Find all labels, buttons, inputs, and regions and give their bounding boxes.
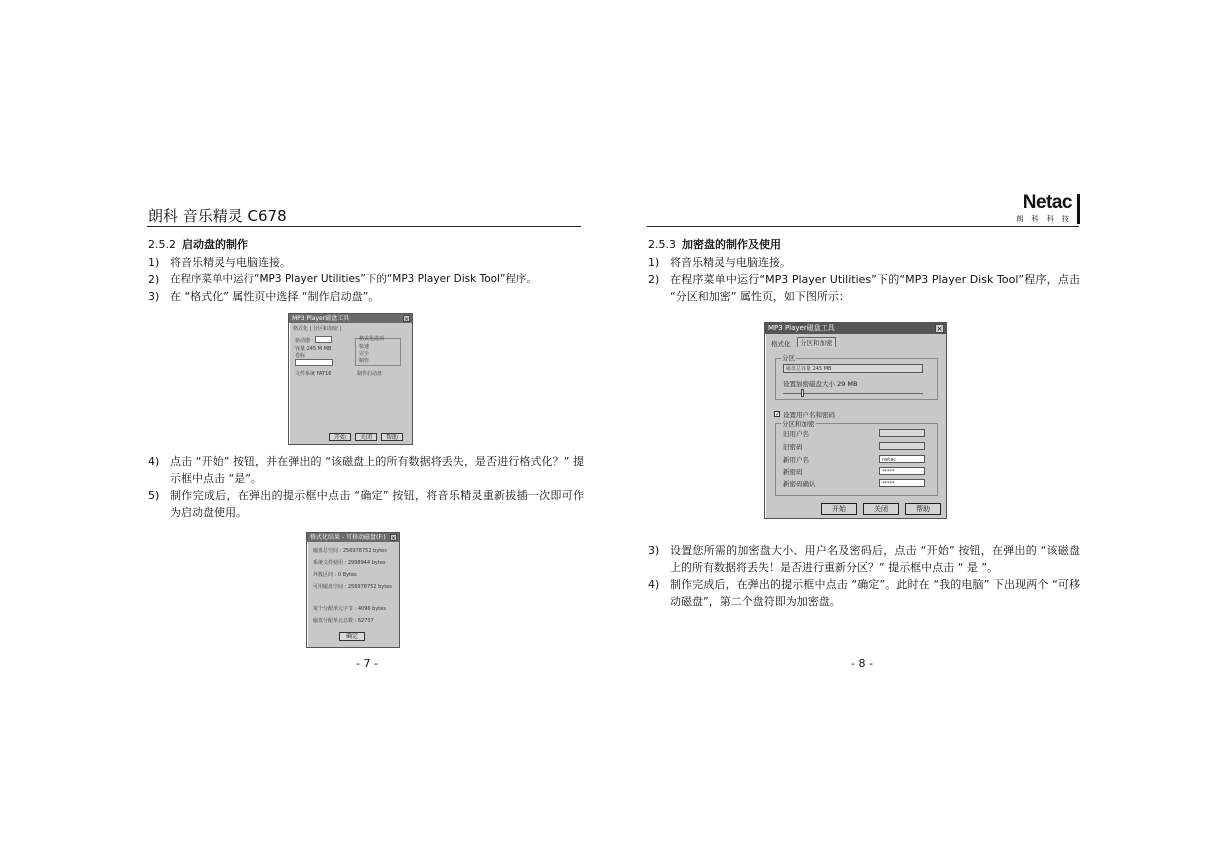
label-label: 卷标 <box>295 353 306 359</box>
list-item <box>148 271 584 288</box>
drive-select <box>315 336 332 343</box>
ok-button: 确定 <box>339 632 365 641</box>
result-line: 每个分配单元字节 : 4096 bytes <box>313 606 386 612</box>
fs-detail: 文件系统 FAT16 <box>295 371 332 377</box>
options-group-label: 格式化选项 <box>359 336 385 342</box>
list-item <box>148 487 584 521</box>
item-number: 4) <box>148 455 160 468</box>
item-number: 1) <box>148 256 160 269</box>
item-text: 将音乐精灵与电脑连接。 <box>670 256 791 269</box>
option-quick: 快速 <box>359 344 370 350</box>
dialog-title: 格式化结果 - 可移动磁盘(F:) <box>310 534 386 541</box>
new-pwd-field: ***** <box>879 467 925 475</box>
page-number-left: - 7 - <box>356 657 378 670</box>
user-group-label: 分区和加密 <box>782 420 815 428</box>
section-heading <box>648 236 1080 253</box>
list-item <box>148 254 584 271</box>
item-number: 4) <box>648 578 660 591</box>
list-item <box>148 453 584 487</box>
boot-option: 制作启动盘 <box>357 371 383 377</box>
close-button: 关闭 <box>863 503 899 515</box>
dialog-title: MP3 Player磁盘工具 <box>292 315 350 322</box>
section-title: 启动盘的制作 <box>182 238 248 251</box>
help-button: 帮助 <box>381 433 403 441</box>
confirm-pwd-label: 新密码确认 <box>783 480 816 488</box>
list-item <box>648 271 1080 305</box>
right-column-bottom <box>648 542 1080 610</box>
document-title: 朗科 音乐精灵 C678 <box>148 207 287 225</box>
size-slider-track <box>783 393 923 394</box>
header-rule-left <box>147 226 581 227</box>
drive-label: 驱动器 <box>295 338 311 344</box>
header-rule-right <box>647 226 1079 227</box>
list-item <box>648 542 1080 576</box>
section-title: 加密盘的制作及使用 <box>682 238 781 251</box>
new-pwd-label: 新密码 <box>783 468 803 476</box>
item-text: 设置您所需的加密盘大小、用户名及密码后，点击 “开始” 按钮，在弹出的 “该磁盘上的所有数据将丢失！是否进行重新分区？” 提示框中点击 “ 是 ”。 <box>670 544 1080 574</box>
right-column-top <box>648 236 1080 305</box>
checkbox-label: 设置用户名和密码 <box>783 411 835 419</box>
format-result-dialog-screenshot <box>306 532 400 648</box>
option-full: 完全 <box>359 351 370 357</box>
item-number: 3) <box>648 544 660 557</box>
dialog-tabs: 格式化 | 分区和加密 | <box>293 326 342 332</box>
list-item <box>648 576 1080 610</box>
close-button: 关闭 <box>355 433 377 441</box>
tab-partition: 分区和加密 <box>797 337 836 347</box>
option-make: 制作 <box>359 358 370 364</box>
new-user-label: 新用户名 <box>783 456 809 464</box>
logo-word: Netac <box>1022 192 1072 213</box>
partition-group-label: 分区 <box>782 354 795 362</box>
old-pwd-label: 旧密码 <box>783 443 803 451</box>
list-item <box>148 288 584 305</box>
result-line: 系统文件使用 : 2998944 bytes <box>313 560 386 566</box>
section-heading <box>148 236 584 253</box>
tab-format: 格式化 <box>771 340 791 348</box>
label-input <box>295 359 333 366</box>
list-item <box>648 254 1080 271</box>
logo-bar <box>1077 194 1080 224</box>
old-user-label: 旧用户名 <box>783 430 809 438</box>
close-icon: × <box>391 535 397 542</box>
encrypt-dialog-screenshot <box>764 322 947 519</box>
item-text: 点击 “开始” 按钮，并在弹出的 “该磁盘上的所有数据将丢失，是否进行格式化？” 提示框中点击 “是”。 <box>170 455 584 485</box>
item-number: 5) <box>148 489 160 502</box>
start-button: 开始 <box>329 433 351 441</box>
section-number: 2.5.3 <box>648 238 676 251</box>
item-text: 制作完成后，在弹出的提示框中点击 “确定” 按钮，将音乐精灵重新拔插一次即可作为启动盘使用。 <box>170 489 584 519</box>
item-text: 在程序菜单中运行“MP3 Player Utilities”下的“MP3 Player Disk Tool”程序，点击 “分区和加密” 属性页，如下图所示： <box>670 273 1080 303</box>
total-capacity-field <box>783 364 923 373</box>
dialog-title: MP3 Player磁盘工具 <box>768 324 835 332</box>
capacity-text: 容量 245 M MB <box>295 346 332 352</box>
result-line: 磁盘总空间 : 256978752 bytes <box>313 548 387 554</box>
confirm-pwd-field: ***** <box>879 479 925 487</box>
item-number: 2) <box>648 273 660 286</box>
format-dialog-screenshot <box>288 313 413 445</box>
size-slider-thumb <box>801 389 804 397</box>
total-capacity-text: 磁盘总容量 245 MB <box>786 366 832 372</box>
start-button: 开始 <box>821 503 857 515</box>
netac-logo <box>1016 192 1080 226</box>
page-number-right: - 8 - <box>851 657 873 670</box>
left-column-bottom <box>148 453 584 521</box>
item-text: 在程序菜单中运行“MP3 Player Utilities”下的“MP3 Player Disk Tool”程序。 <box>170 273 537 285</box>
enc-size-label: 设置加密磁盘大小 29 MB <box>783 380 858 388</box>
left-column-top <box>148 236 584 305</box>
result-line: 坏簇区间 : 0 Bytes <box>313 572 357 578</box>
checkbox-icon: ✓ <box>775 411 781 418</box>
result-line: 可用磁盘空间 : 256978752 bytes <box>313 584 392 590</box>
logo-sub: 朗 科 科 技 <box>1016 215 1072 223</box>
item-text: 在 “格式化” 属性页中选择 “制作启动盘”。 <box>170 290 380 303</box>
old-user-field <box>879 429 925 437</box>
item-text: 将音乐精灵与电脑连接。 <box>170 256 291 269</box>
old-pwd-field <box>879 442 925 450</box>
close-icon: × <box>936 325 943 333</box>
section-number: 2.5.2 <box>148 238 176 251</box>
item-number: 2) <box>148 273 160 286</box>
help-button: 帮助 <box>905 503 941 515</box>
item-text: 制作完成后，在弹出的提示框中点击 “确定”。此时在 “我的电脑” 下出现两个 “可移动磁盘”，第二个盘符即为加密盘。 <box>670 578 1080 608</box>
new-user-field: netac <box>879 455 925 463</box>
item-number: 1) <box>648 256 660 269</box>
item-number: 3) <box>148 290 160 303</box>
close-icon: × <box>404 316 410 323</box>
result-line: 磁盘分配单元总数 : 62737 <box>313 618 374 624</box>
